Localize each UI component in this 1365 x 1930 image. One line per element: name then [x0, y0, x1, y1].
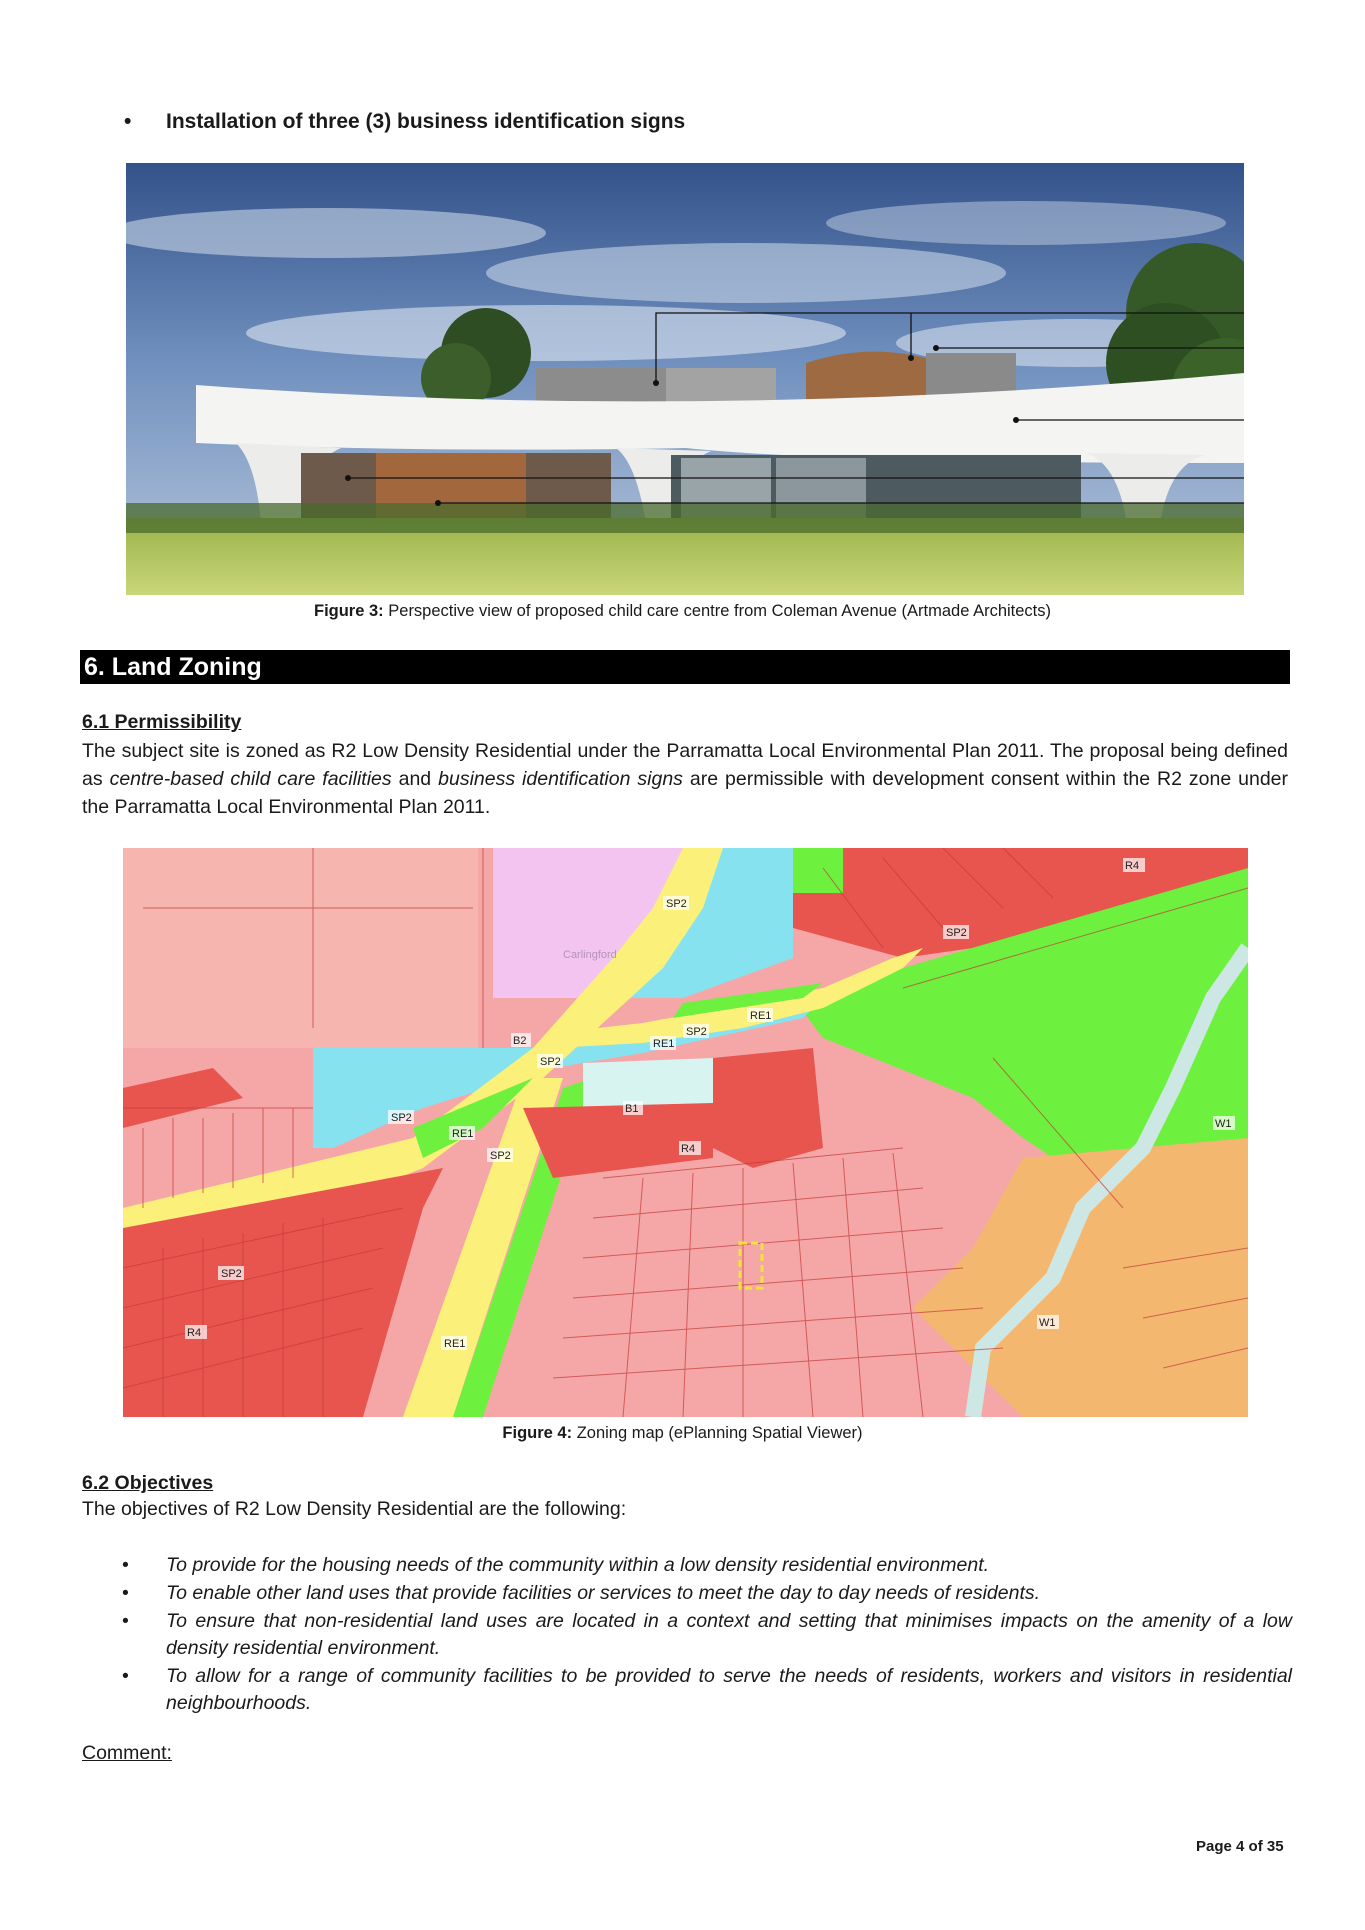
figure-4-label: Figure 4: — [502, 1424, 573, 1442]
section-heading: 6. Land Zoning — [84, 653, 262, 681]
para-text-b: and — [391, 768, 439, 790]
zone-label-b2: B2 — [513, 1035, 527, 1047]
zone-label-sp2-f: SP2 — [490, 1150, 511, 1162]
objective-text-3: To ensure that non-residential land uses are located in a context and setting that minimises impacts on the amenity of a low density residential environment. — [166, 1610, 1292, 1659]
objectives-list — [82, 1552, 1292, 1718]
figure-4-text: Zoning map (ePlanning Spatial Viewer) — [572, 1424, 863, 1442]
zoning-map-image — [123, 848, 1248, 1417]
para-emphasis-1: centre-based child care facilities — [109, 768, 392, 790]
section-heading-bar — [80, 650, 1290, 684]
zone-label-sp2-d: SP2 — [540, 1056, 561, 1068]
zone-label-r4-c: R4 — [187, 1327, 202, 1339]
objectives-intro: The objectives of R2 Low Density Residential are the following: — [82, 1498, 627, 1520]
zone-label-re1-a: RE1 — [750, 1010, 772, 1022]
subheading-permissibility: 6.1 Permissibility — [82, 711, 242, 733]
bullet-symbol: • — [124, 110, 132, 133]
figure-4-zoning-map — [123, 848, 1248, 1417]
objective-text-4: To allow for a range of community facilities to be provided to serve the needs of residents, workers and visitors in residential neighbourhoods. — [166, 1665, 1292, 1714]
place-label-carlingford: Carlingford — [563, 949, 617, 961]
zone-label-re1-d: RE1 — [444, 1338, 466, 1350]
bullet-text: Installation of three (3) business identification signs — [166, 110, 686, 133]
figure-3-label: Figure 3: — [313, 602, 384, 620]
figure-3-rendering — [126, 163, 1244, 595]
zone-label-sp2-g: SP2 — [221, 1268, 242, 1280]
objective-text-1: To provide for the housing needs of the community within a low density residential environment. — [166, 1554, 990, 1576]
bullet-symbol: • — [122, 1610, 129, 1632]
para-text-a: The subject site is zoned as R2 Low Density Residential under the Parramatta Local Environmental Plan 2011. The proposal being defined as — [82, 740, 1288, 790]
figure-3-caption — [0, 602, 1365, 621]
building-rendering-image — [126, 163, 1244, 595]
objective-item-1 — [82, 1552, 1292, 1579]
zone-label-r4-a: R4 — [1125, 860, 1140, 872]
zone-label-r4-b: R4 — [681, 1143, 696, 1155]
page-number: Page 4 of 35 — [1196, 1838, 1284, 1855]
figure-3-text: Perspective view of proposed child care centre from Coleman Avenue (Artmade Architects) — [383, 602, 1052, 620]
zone-label-sp2-a: SP2 — [666, 898, 687, 910]
objective-item-4 — [82, 1663, 1292, 1717]
subheading-objectives: 6.2 Objectives — [82, 1472, 214, 1494]
zone-label-w1-b: W1 — [1039, 1317, 1056, 1329]
objective-item-3 — [82, 1608, 1292, 1662]
zone-label-re1-c: RE1 — [452, 1128, 474, 1140]
zone-label-sp2-c: SP2 — [686, 1026, 707, 1038]
zone-label-w1-a: W1 — [1215, 1118, 1232, 1130]
paragraph-permissibility — [82, 737, 1288, 821]
comment-label: Comment: — [82, 1742, 172, 1764]
figure-4-caption — [0, 1424, 1365, 1443]
para-emphasis-2: business identification signs — [438, 768, 683, 790]
bullet-symbol: • — [122, 1554, 129, 1576]
objective-text-2: To enable other land uses that provide facilities or services to meet the day to day needs of residents. — [166, 1582, 1041, 1604]
zone-label-b1: B1 — [625, 1103, 639, 1115]
zone-label-re1-b: RE1 — [653, 1038, 675, 1050]
zone-label-sp2-e: SP2 — [391, 1112, 412, 1124]
objective-item-2 — [82, 1580, 1292, 1607]
bullet-symbol: • — [122, 1582, 129, 1604]
para-text-c: are permissible with development consent within the R2 zone under the Parramatta Local Environmental Plan 2011. — [82, 768, 1289, 818]
bullet-symbol: • — [122, 1665, 129, 1687]
zone-label-sp2-b: SP2 — [946, 927, 967, 939]
